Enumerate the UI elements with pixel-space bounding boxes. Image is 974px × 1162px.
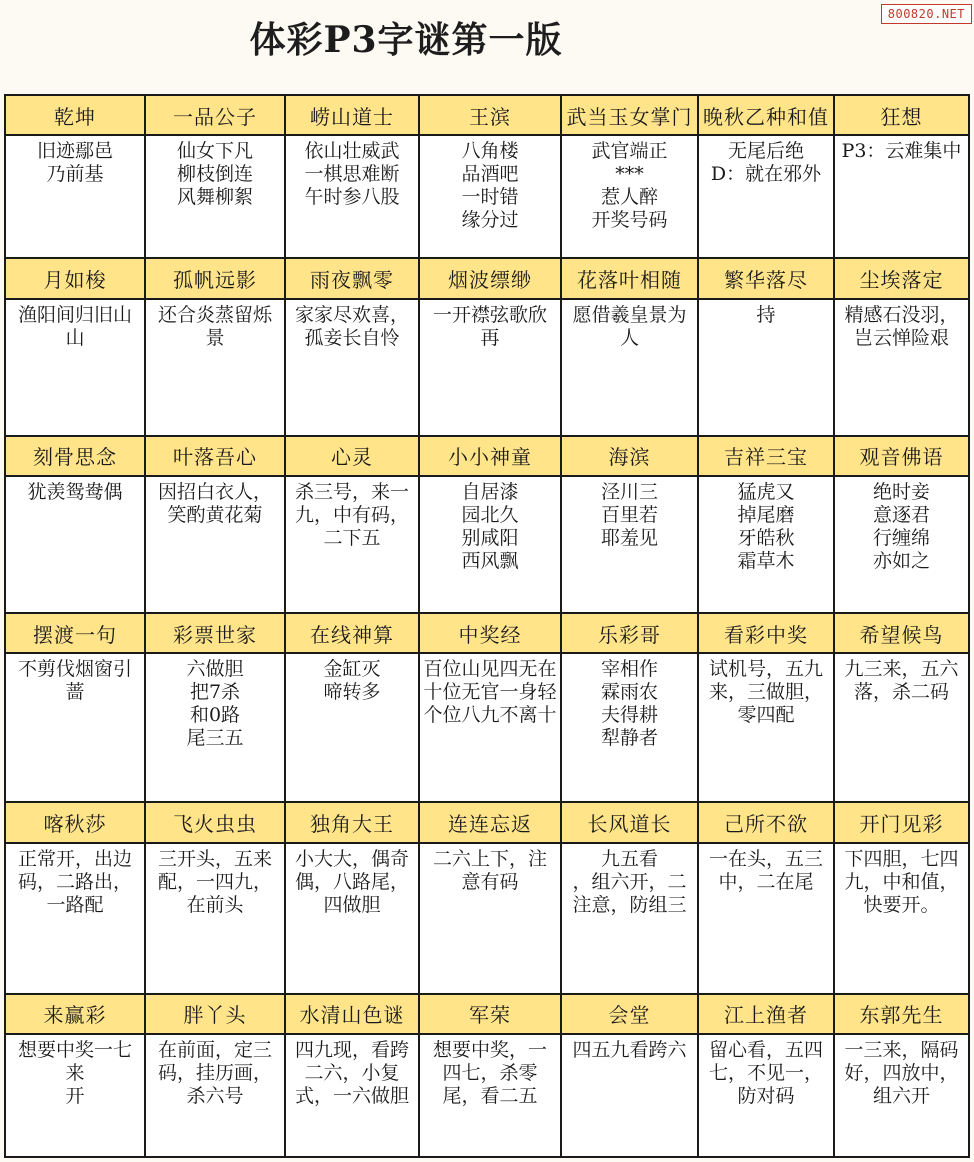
riddle-line: 七，不见一，	[708, 1062, 823, 1084]
riddle-line: 九五看	[600, 847, 658, 870]
column-header: 军荣	[419, 994, 561, 1034]
riddle-line: 岂云惮险艰	[853, 326, 949, 349]
riddle-cell	[834, 135, 969, 258]
riddle-line: 中，二在尾	[718, 870, 814, 893]
column-header: 东郭先生	[834, 994, 969, 1034]
riddle-line: 偶，八路尾，	[294, 870, 409, 893]
riddle-line: 渔阳间归旧山	[17, 303, 132, 326]
riddle-line: 耶羞见	[600, 526, 658, 549]
riddle-line: 配，一四九，	[157, 870, 272, 893]
riddle-line: 和0路	[189, 704, 241, 727]
riddle-line: 组六开	[872, 1085, 930, 1107]
riddle-line: 百里若	[600, 503, 658, 526]
riddle-cell	[834, 653, 969, 802]
riddle-cell	[285, 135, 419, 258]
watermark-badge: 800820.NET	[881, 4, 972, 24]
riddle-line: 泾川三	[600, 480, 658, 503]
riddle-line: 一路配	[46, 893, 104, 916]
header-row	[5, 802, 969, 842]
riddle-line: 快要开。	[863, 893, 940, 916]
content-row	[5, 653, 969, 802]
column-header: 喀秋莎	[5, 802, 145, 842]
header-row	[5, 258, 969, 298]
column-header: 吉祥三宝	[698, 436, 834, 476]
riddle-line: 留心看，五四	[708, 1039, 823, 1061]
column-header: 看彩中奖	[698, 613, 834, 653]
content-row	[5, 476, 969, 613]
column-header: 月如梭	[5, 258, 145, 298]
riddle-cell	[698, 1034, 834, 1157]
riddle-line: 注意，防组三	[572, 893, 687, 916]
riddle-line: 孤妾长自怜	[304, 326, 400, 349]
riddle-cell	[145, 476, 285, 613]
riddle-line: 二六上下，注	[432, 847, 547, 870]
column-header: 观音佛语	[834, 436, 969, 476]
riddle-line: 意有码	[461, 870, 519, 893]
riddle-line: 一棋思难断	[304, 163, 400, 186]
column-header: 小小神童	[419, 436, 561, 476]
riddle-cell	[419, 476, 561, 613]
riddle-line: 把7杀	[189, 681, 241, 704]
column-header: 独角大王	[285, 802, 419, 842]
riddle-line: 四九现，看跨	[294, 1039, 409, 1061]
riddle-line: 二下五	[323, 526, 381, 549]
column-header: 孤帆远影	[145, 258, 285, 298]
riddle-line: 九，中和值，	[844, 870, 959, 893]
riddle-line: 防对码	[737, 1085, 795, 1107]
riddle-line: 四七，杀零	[442, 1062, 538, 1084]
riddle-line: 午时参八股	[304, 186, 400, 209]
riddle-line: 犹羡鸳鸯偶	[27, 480, 123, 503]
content-row	[5, 299, 969, 436]
riddle-cell	[419, 843, 561, 994]
riddle-cell	[834, 843, 969, 994]
column-header: 开门见彩	[834, 802, 969, 842]
riddle-line: 风舞柳絮	[176, 186, 253, 209]
riddle-line: 式，一六做胆	[294, 1085, 409, 1107]
riddle-cell	[561, 653, 698, 802]
riddle-cell	[419, 135, 561, 258]
riddle-line: 下四胆，七四	[844, 847, 959, 870]
riddle-line: 好，四放中，	[844, 1062, 959, 1084]
riddle-line: 乃前基	[46, 163, 104, 186]
column-header: 江上渔者	[698, 994, 834, 1034]
column-header: 长风道长	[561, 802, 698, 842]
riddle-line: 霜草木	[737, 549, 795, 572]
riddle-cell	[145, 1034, 285, 1157]
riddle-line: 人	[619, 326, 639, 349]
riddle-line: 杀三号，来一	[294, 480, 409, 503]
riddle-line: 码，二路出，	[17, 870, 132, 893]
column-header: 武当玉女掌门	[561, 95, 698, 135]
riddle-cell	[834, 299, 969, 436]
riddle-line: 景	[205, 326, 225, 349]
riddle-cell	[698, 476, 834, 613]
riddle-cell	[285, 299, 419, 436]
riddle-line: 一三来，隔码	[844, 1039, 959, 1061]
riddle-line: 惹人醉	[600, 186, 658, 209]
riddle-cell	[145, 843, 285, 994]
column-header: 叶落吾心	[145, 436, 285, 476]
riddle-cell	[285, 843, 419, 994]
column-header: 希望候鸟	[834, 613, 969, 653]
riddle-line: 零四配	[737, 704, 795, 727]
column-header: 尘埃落定	[834, 258, 969, 298]
riddle-cell	[561, 476, 698, 613]
riddle-cell	[5, 843, 145, 994]
riddle-line: 开奖号码	[591, 209, 668, 232]
riddle-line: 想要中奖一七	[17, 1039, 132, 1061]
riddle-line: 九三来，五六	[844, 658, 959, 681]
riddle-line: 啼转多	[323, 681, 381, 704]
riddle-line: 蔷	[65, 681, 85, 704]
riddle-cell	[561, 843, 698, 994]
riddle-line: 精感石没羽，	[844, 303, 959, 326]
riddle-line: 依山壮威武	[304, 140, 400, 163]
header-row	[5, 436, 969, 476]
riddle-line: 试机号，五九	[708, 658, 823, 681]
riddle-line: 家家尽欢喜，	[294, 303, 409, 326]
riddle-line: 品酒吧	[461, 163, 519, 186]
riddle-cell	[5, 299, 145, 436]
riddle-cell	[5, 653, 145, 802]
content-row	[5, 135, 969, 258]
column-header: 雨夜飘零	[285, 258, 419, 298]
riddle-line: 三开头，五来	[157, 847, 272, 870]
riddle-line: 宰相作	[600, 658, 658, 681]
riddle-line: 自居漆	[461, 480, 519, 503]
header-row	[5, 994, 969, 1034]
riddle-line: 行缠绵	[872, 526, 930, 549]
riddle-line: 因招白衣人，	[157, 480, 272, 503]
riddle-cell	[285, 653, 419, 802]
riddle-line: 九，中有码，	[294, 503, 409, 526]
riddle-line: 在前头	[186, 893, 244, 916]
column-header: 飞火虫虫	[145, 802, 285, 842]
content-row	[5, 1034, 969, 1157]
riddle-cell	[145, 299, 285, 436]
riddle-cell	[419, 1034, 561, 1157]
riddle-line: 开	[65, 1085, 85, 1107]
header-row	[5, 95, 969, 135]
column-header: 乾坤	[5, 95, 145, 135]
riddle-line: 猛虎又	[737, 480, 795, 503]
riddle-line: 尾，看二五	[442, 1085, 538, 1107]
riddle-line: 不剪伐烟窗引	[17, 658, 132, 681]
riddle-line: 牙皓秋	[737, 526, 795, 549]
riddle-line: 山	[65, 326, 85, 349]
riddle-line: 缘分过	[461, 209, 519, 232]
riddle-line: 在前面，定三	[157, 1039, 272, 1061]
riddle-cell	[419, 653, 561, 802]
riddle-cell	[5, 135, 145, 258]
riddle-line: 码，挂历画，	[157, 1062, 272, 1084]
riddle-line: 来	[65, 1062, 85, 1084]
riddle-line: 笑酌黄花菊	[167, 503, 263, 526]
riddle-line: 二六，小复	[304, 1062, 400, 1084]
column-header: 崂山道士	[285, 95, 419, 135]
riddle-line: 还合炎蒸留烁	[157, 303, 272, 326]
riddle-cell	[5, 1034, 145, 1157]
riddle-line: 金缸灭	[323, 658, 381, 681]
riddle-line: 别咸阳	[461, 526, 519, 549]
riddle-cell	[834, 1034, 969, 1157]
riddle-cell	[698, 653, 834, 802]
riddle-line: 六做胆	[186, 658, 244, 681]
riddle-line: 园北久	[461, 503, 519, 526]
riddle-line: 持	[756, 303, 776, 326]
riddle-line: 掉尾磨	[737, 503, 795, 526]
riddle-cell	[419, 299, 561, 436]
column-header: 摆渡一句	[5, 613, 145, 653]
column-header: 心灵	[285, 436, 419, 476]
riddle-table	[4, 94, 970, 1158]
column-header: 王滨	[419, 95, 561, 135]
riddle-line: 一开襟弦歌欣	[432, 303, 547, 326]
riddle-line: ***	[615, 163, 644, 186]
column-header: 乐彩哥	[561, 613, 698, 653]
riddle-line: 夫得耕	[600, 704, 658, 727]
riddle-line: 柳枝倒连	[176, 163, 253, 186]
column-header: 己所不欲	[698, 802, 834, 842]
riddle-line: 亦如之	[872, 549, 930, 572]
riddle-line: 一在头，五三	[708, 847, 823, 870]
riddle-cell	[561, 135, 698, 258]
column-header: 胖丫头	[145, 994, 285, 1034]
riddle-line: 再	[480, 326, 500, 349]
column-header: 中奖经	[419, 613, 561, 653]
riddle-line: 个位八九不离十	[423, 704, 557, 727]
riddle-line: 小大大，偶奇	[294, 847, 409, 870]
riddle-line: 想要中奖，一	[432, 1039, 547, 1061]
riddle-line: 尾三五	[186, 727, 244, 750]
riddle-line: 无尾后绝	[727, 140, 804, 163]
column-header: 水清山色谜	[285, 994, 419, 1034]
column-header: 花落叶相随	[561, 258, 698, 298]
riddle-cell	[834, 476, 969, 613]
riddle-cell	[285, 476, 419, 613]
riddle-line: 十位无官一身轻	[423, 681, 557, 704]
riddle-line: 绝时妾	[872, 480, 930, 503]
column-header: 彩票世家	[145, 613, 285, 653]
column-header: 连连忘返	[419, 802, 561, 842]
riddle-line: 霖雨农	[600, 681, 658, 704]
riddle-cell	[561, 1034, 698, 1157]
riddle-line: 落，杀二码	[853, 681, 949, 704]
riddle-line: 来，三做胆，	[708, 681, 823, 704]
column-header: 烟波缥缈	[419, 258, 561, 298]
riddle-cell	[5, 476, 145, 613]
riddle-line: 四五九看跨六	[572, 1039, 687, 1061]
riddle-line: 西风飘	[461, 549, 519, 572]
riddle-line: 旧迹鄢邑	[36, 140, 113, 163]
riddle-line: D：就在邪外	[710, 163, 822, 186]
column-header: 一品公子	[145, 95, 285, 135]
riddle-line: 八角楼	[461, 140, 519, 163]
riddle-line: 一时错	[461, 186, 519, 209]
column-header: 海滨	[561, 436, 698, 476]
riddle-line: 百位山见四无在	[423, 658, 557, 681]
riddle-cell	[285, 1034, 419, 1157]
riddle-line: ，组六开，二	[572, 870, 687, 893]
riddle-line: 仙女下凡	[176, 140, 253, 163]
riddle-line: 犁静者	[600, 727, 658, 750]
riddle-cell	[145, 135, 285, 258]
column-header: 狂想	[834, 95, 969, 135]
riddle-cell	[698, 299, 834, 436]
column-header: 晚秋乙种和值	[698, 95, 834, 135]
column-header: 会堂	[561, 994, 698, 1034]
riddle-line: 四做胆	[323, 893, 381, 916]
riddle-cell	[698, 135, 834, 258]
riddle-line: 正常开，出边	[17, 847, 132, 870]
column-header: 刻骨思念	[5, 436, 145, 476]
riddle-cell	[698, 843, 834, 994]
content-row	[5, 843, 969, 994]
riddle-line: 愿借羲皇景为	[572, 303, 687, 326]
riddle-line: P3：云难集中	[841, 140, 962, 163]
header-row	[5, 613, 969, 653]
column-header: 繁华落尽	[698, 258, 834, 298]
column-header: 来赢彩	[5, 994, 145, 1034]
riddle-line: 意逐君	[872, 503, 930, 526]
riddle-line: 武官端正	[591, 140, 668, 163]
column-header: 在线神算	[285, 613, 419, 653]
riddle-cell	[145, 653, 285, 802]
page-title: 体彩P3字谜第一版	[249, 19, 563, 61]
riddle-line: 杀六号	[186, 1085, 244, 1107]
riddle-cell	[561, 299, 698, 436]
